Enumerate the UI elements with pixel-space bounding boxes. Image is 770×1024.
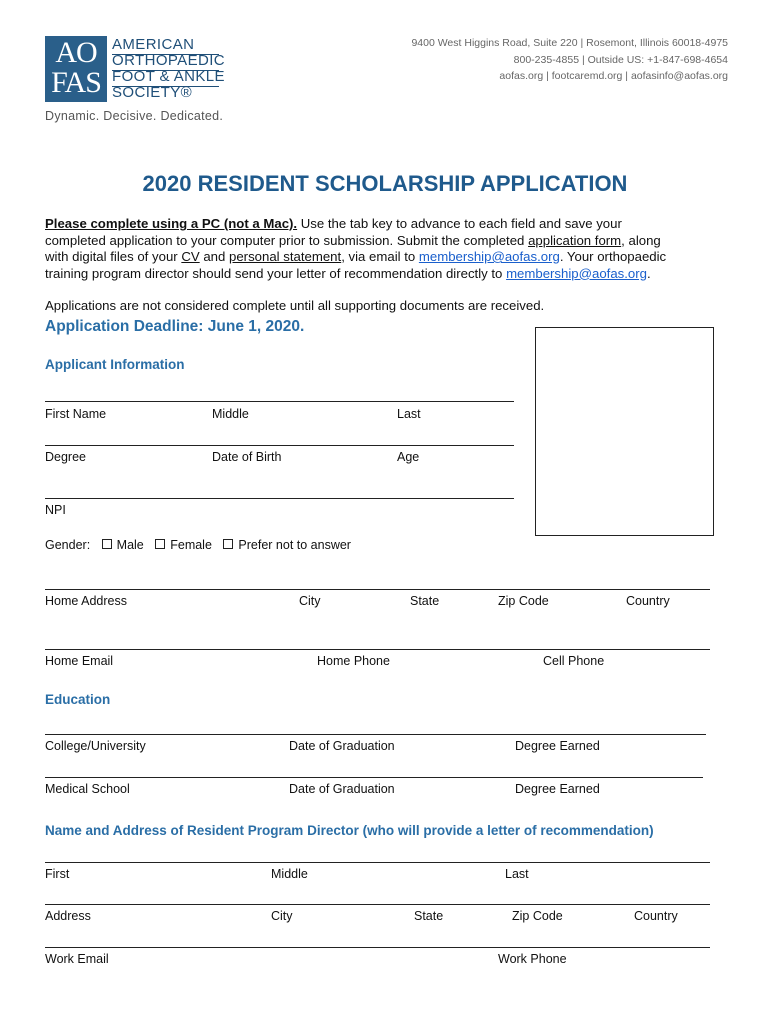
medical-school-label: Medical School <box>45 782 130 796</box>
photo-box[interactable] <box>535 327 714 536</box>
intro-text: , along with digital files of your <box>45 232 661 264</box>
membership-email-link-2[interactable]: membership@aofas.org <box>506 265 647 281</box>
director-city-label: City <box>271 909 293 923</box>
director-address-field-line[interactable] <box>45 904 710 905</box>
director-middle-label: Middle <box>271 867 308 881</box>
male-label: Male <box>116 538 144 552</box>
director-state-label: State <box>414 909 444 923</box>
logo-letters-top: AO <box>55 36 97 69</box>
npi-field-line[interactable] <box>45 498 514 499</box>
degree-dob-age-field-line[interactable] <box>45 445 514 446</box>
cell-phone-label: Cell Phone <box>543 654 605 668</box>
director-address-label: Address <box>45 909 91 923</box>
female-checkbox[interactable] <box>155 539 165 549</box>
director-last-label: Last <box>505 867 529 881</box>
director-contact-field-line[interactable] <box>45 947 710 948</box>
page-title: 2020 RESIDENT SCHOLARSHIP APPLICATION <box>142 171 628 196</box>
completion-notice: Applications are not considered complete until all supporting documents are received. <box>45 298 545 313</box>
male-checkbox[interactable] <box>102 539 112 549</box>
logo-name-line-4: SOCIETY® <box>112 84 193 101</box>
intro-text: , via email to <box>341 249 419 264</box>
city-label: City <box>299 594 321 608</box>
cv-link[interactable]: CV <box>181 249 200 264</box>
contact-web: aofas.org | footcaremd.org | aofasinfo@aofas.org <box>499 70 728 82</box>
last-name-label: Last <box>397 407 421 421</box>
college-graduation-date-label: Date of Graduation <box>289 739 395 753</box>
middle-name-label: Middle <box>212 407 249 421</box>
college-label: College/University <box>45 739 146 753</box>
gender-row <box>45 538 351 552</box>
membership-email-link[interactable]: membership@aofas.org <box>418 249 560 264</box>
intro-text: . Your orthopaedic training program director should send your letter of recommendation directly to <box>45 249 667 281</box>
director-country-label: Country <box>634 909 678 923</box>
zip-label: Zip Code <box>498 594 549 608</box>
section-applicant-information: Applicant Information <box>45 357 185 372</box>
section-education: Education <box>45 692 111 707</box>
medical-graduation-date-label: Date of Graduation <box>289 782 395 796</box>
medical-school-field-line[interactable] <box>45 777 703 778</box>
home-email-label: Home Email <box>45 654 114 668</box>
work-email-label: Work Email <box>45 952 109 966</box>
application-form-link[interactable]: application form <box>528 232 622 248</box>
first-name-label: First Name <box>45 407 107 421</box>
female-label: Female <box>170 538 212 552</box>
prefer-not-checkbox[interactable] <box>223 539 233 549</box>
work-phone-label: Work Phone <box>498 952 567 966</box>
logo-name-line-3: FOOT & ANKLE <box>112 68 225 85</box>
intro-bold-lead: Please complete using a PC (not a Mac). <box>45 216 298 231</box>
age-label: Age <box>397 450 420 464</box>
intro-text: . <box>647 265 651 281</box>
contact-address: 9400 West Higgins Road, Suite 220 | Rosemont, Illinois 60018-4975 <box>411 37 728 49</box>
aofas-logo-mark <box>45 36 107 102</box>
logo-name-line-1: AMERICAN <box>112 36 195 53</box>
home-address-label: Home Address <box>45 594 127 608</box>
medical-degree-label: Degree Earned <box>515 782 600 796</box>
degree-label: Degree <box>45 450 86 464</box>
intro-text: Use the tab key to advance to each field and save your completed application to your computer prior to submission. Submit the completed <box>45 216 622 248</box>
state-label: State <box>410 594 440 608</box>
college-degree-label: Degree Earned <box>515 739 600 753</box>
home-phone-label: Home Phone <box>317 654 390 668</box>
logo-letters-bottom: FAS <box>51 66 101 99</box>
tagline: Dynamic. Decisive. Dedicated. <box>45 109 224 123</box>
intro-text: and <box>199 249 230 264</box>
contact-phone: 800-235-4855 | Outside US: +1-847-698-4654 <box>513 54 728 66</box>
contact-field-line[interactable] <box>45 649 710 650</box>
intro-paragraph <box>45 216 685 282</box>
director-first-label: First <box>45 867 70 881</box>
director-zip-label: Zip Code <box>512 909 563 923</box>
college-field-line[interactable] <box>45 734 706 735</box>
name-field-line[interactable] <box>45 401 514 402</box>
home-address-field-line[interactable] <box>45 589 710 590</box>
director-name-field-line[interactable] <box>45 862 710 863</box>
prefer-not-label: Prefer not to answer <box>238 538 351 552</box>
country-label: Country <box>626 594 670 608</box>
application-deadline: Application Deadline: June 1, 2020. <box>45 318 305 335</box>
logo-name-line-2: ORTHOPAEDIC <box>112 52 226 69</box>
gender-label: Gender: <box>45 538 91 552</box>
section-program-director: Name and Address of Resident Program Director (who will provide a letter of recommendation) <box>45 823 654 838</box>
npi-label: NPI <box>45 503 66 517</box>
dob-label: Date of Birth <box>212 450 282 464</box>
personal-statement-link[interactable]: personal statement <box>229 249 342 264</box>
